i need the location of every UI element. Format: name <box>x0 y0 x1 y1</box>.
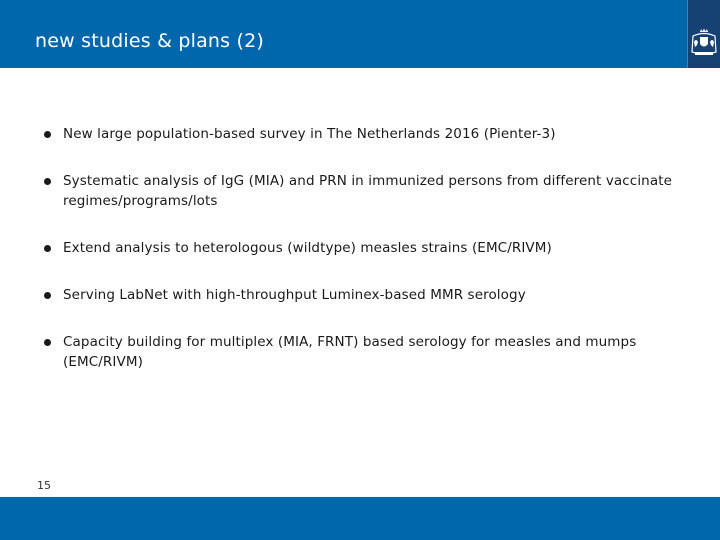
bullet-item <box>44 285 684 305</box>
bullet-item <box>44 332 684 372</box>
bullet-dot-icon <box>44 131 51 138</box>
royal-coat-of-arms-icon <box>690 28 718 58</box>
bullet-item <box>44 238 684 258</box>
bullet-dot-icon <box>44 292 51 299</box>
bullet-dot-icon <box>44 339 51 346</box>
bullet-text: Serving LabNet with high-throughput Luminex-based MMR serology <box>63 287 526 303</box>
logo-strip <box>687 0 720 68</box>
bullet-text: Systematic analysis of IgG (MIA) and PRN in immunized persons from different vaccinate regimes/programs/lots <box>63 173 673 209</box>
footer-bar <box>0 497 720 540</box>
header-bar <box>0 0 720 68</box>
bullet-list <box>44 124 684 372</box>
bullet-dot-icon <box>44 245 51 252</box>
bullet-item <box>44 171 684 211</box>
slide-title: new studies & plans (2) <box>35 30 265 52</box>
bullet-text: Extend analysis to heterologous (wildtype) measles strains (EMC/RIVM) <box>63 240 552 256</box>
page-number: 15 <box>37 479 51 492</box>
bullet-text: Capacity building for multiplex (MIA, FRNT) based serology for measles and mumps (EMC/RIVM) <box>63 334 637 370</box>
bullet-text: New large population-based survey in The Netherlands 2016 (Pienter-3) <box>63 126 556 142</box>
bullet-item <box>44 124 684 144</box>
bullet-dot-icon <box>44 178 51 185</box>
